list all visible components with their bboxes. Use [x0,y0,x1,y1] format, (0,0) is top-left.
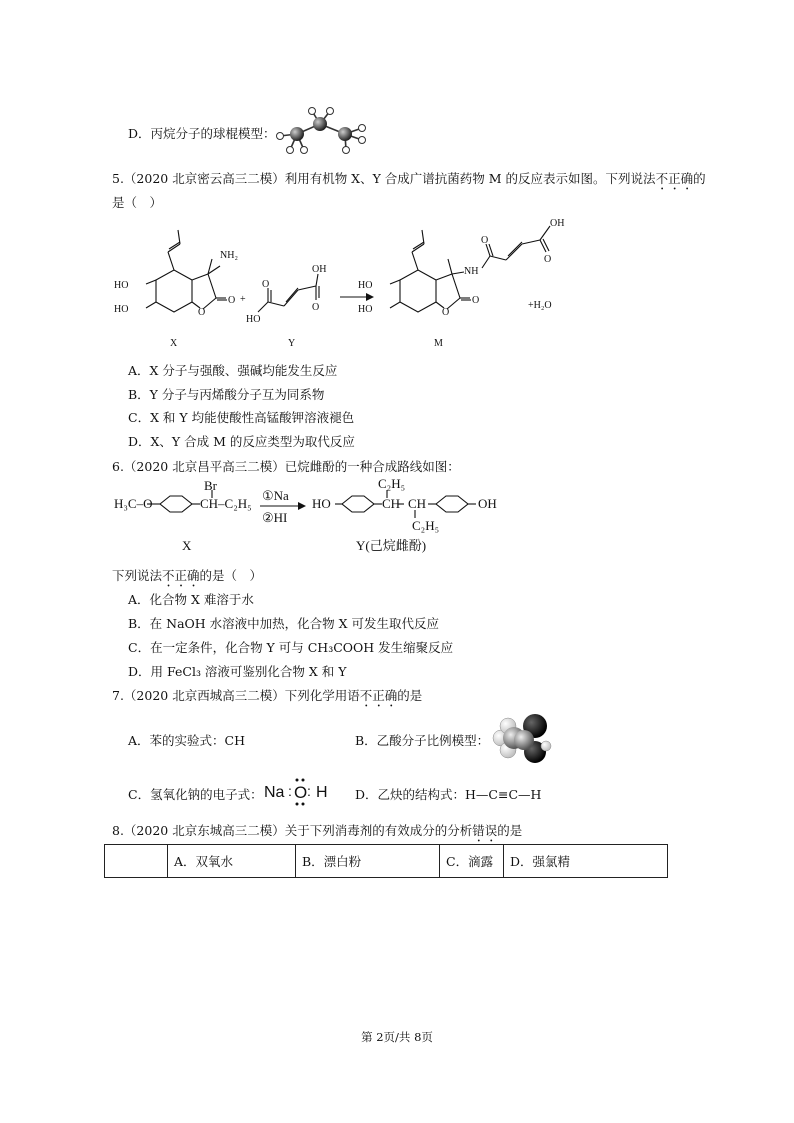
y-ch-2: CH [408,496,427,511]
q7-option-c: C．氢氧化钠的电子式： [128,787,263,802]
label-y: Y(己烷雌酚) [356,538,427,553]
q6-option-c: C．在一定条件，化合物 Y 可与 CH₃COOH 发生缩聚反应 [128,640,454,655]
q7-option-b: B．乙酸分子比例模型： [355,733,490,748]
y-ho: HO [246,314,261,325]
table-cell-empty [105,845,168,878]
acetic-acid-space-filling-model [488,710,552,766]
q4-option-d: D．丙烷分子的球棍模型： [128,126,276,141]
table-row [105,845,668,878]
q6-sub-stem: 下列说法不正确的是（ ） [112,568,263,583]
q5-stem-line1: 5.（2020 北京密云高三二模）利用有机物 X、Y 合成广谱抗菌药物 M 的反应表示如图。下列说法不正确的 [112,171,706,186]
label-x: X [170,338,178,349]
x-ho-2: HO [114,304,129,315]
plus-sign: + [240,294,246,305]
colon-right: : [307,783,311,799]
q6-option-a: A．化合物 X 难溶于水 [128,592,254,607]
m-ho-2: HO [358,304,373,315]
q5-option-a: A．X 分子与强酸、强碱均能发生反应 [128,363,338,378]
y-ethyl-bottom: C₂H₅ [412,518,440,533]
q7-stem: 7.（2020 北京西城高三二模）下列化学用语不正确的是 [112,688,423,703]
q6-option-b: B．在 NaOH 水溶液中加热，化合物 X 可发生取代反应 [128,616,440,631]
m-nh: NH [464,266,479,277]
y-oh: OH [312,264,327,275]
propane-ball-stick-model [270,104,370,160]
m-ring-o: O [442,307,450,318]
q6-stem: 6.（2020 北京昌平高三二模）已烷雌酚的一种合成路线如图： [112,459,460,474]
q8-stem: 8.（2020 北京东城高三二模）关于下列消毒剂的有效成分的分析错误的是 [112,823,523,838]
page-footer: 第 2页/共 8页 [361,1030,433,1044]
condition-na: ①Na [262,488,289,503]
q8-options-table [104,844,668,878]
x-ho-1: HO [114,280,129,291]
q7-option-d: D．乙炔的结构式：H—C≡C—H [355,787,542,802]
h-symbol: H [316,784,328,801]
q5-option-c: C．X 和 Y 均能使酸性高锰酸钾溶液褪色 [128,410,355,425]
x-left-group: H₃C–O [114,496,153,511]
na-symbol: Na [264,784,285,801]
label-x: X [182,538,192,553]
m-acid-o: O [544,254,552,265]
naoh-electron-formula [264,774,344,808]
table-cell-b: B．漂白粉 [296,845,440,878]
table-cell-d: D．强氯精 [504,845,668,878]
q6-synthesis-scheme [112,476,532,558]
y-oh: OH [478,496,497,511]
y-o-2: O [312,302,320,313]
y-o-1: O [262,279,270,290]
m-ho-1: HO [358,280,373,291]
q5-reaction-scheme [108,214,588,350]
y-ho: HO [312,496,331,511]
m-amide-o: O [481,235,489,246]
q5-option-b: B．Y 分子与丙烯酸分子互为同系物 [128,387,325,402]
x-nh2: NH₂ [220,250,238,261]
x-ch-c2h5: CH–C₂H₅ [200,496,252,511]
table-cell-a: A．双氧水 [168,845,296,878]
q5-option-d: D．X、Y 合成 M 的反应类型为取代反应 [128,434,355,449]
condition-hi: ②HI [262,510,288,525]
q7-option-a: A．苯的实验式：CH [128,733,245,748]
o-symbol: O [294,783,308,802]
label-m: M [434,338,443,349]
y-ch-1: CH [382,496,401,511]
x-ring-o: O [198,307,206,318]
m-oh: OH [550,218,565,229]
label-y: Y [288,338,296,349]
y-ethyl-top: C₂H₅ [378,476,406,491]
x-carbonyl-o: O [228,295,236,306]
colon-left: : [288,783,292,799]
q5-stem-line2: 是（ ） [112,195,163,210]
m-carbonyl-o: O [472,295,480,306]
water: +H₂O [528,300,552,311]
table-cell-c: C．滴露 [440,845,504,878]
q6-option-d: D．用 FeCl₃ 溶液可鉴别化合物 X 和 Y [128,664,347,679]
x-br: Br [204,478,217,493]
